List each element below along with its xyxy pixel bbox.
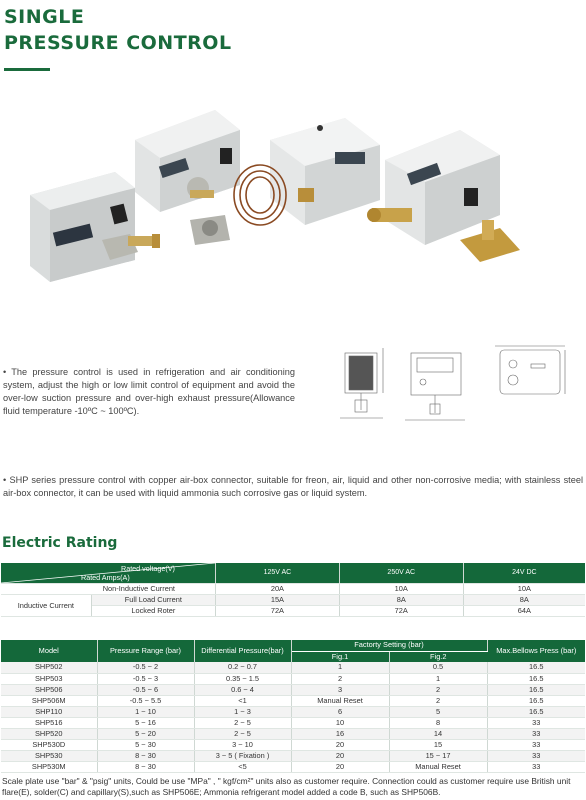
electric-rating-header-row — [1, 563, 585, 584]
header-pressure-range: Pressure Range (bar) — [97, 640, 194, 662]
product-photo — [20, 100, 560, 300]
table-cell: 15A — [216, 595, 340, 606]
table-cell: 8 ~ 30 — [97, 750, 194, 761]
pressure-control-unit-3 — [234, 118, 380, 225]
table-cell: -0.5 ~ 5.5 — [97, 695, 194, 706]
table-cell: 33 — [487, 717, 585, 728]
table-cell: 2 — [291, 673, 389, 684]
table-cell: <1 — [194, 695, 291, 706]
table-cell: 20 — [291, 761, 389, 772]
table-cell: 0.2 ~ 0.7 — [194, 662, 291, 673]
table-cell: 1 ~ 10 — [97, 706, 194, 717]
models-table — [1, 640, 585, 773]
col-header-125v: 125V AC — [216, 563, 340, 584]
header-differential: Differential Pressure(bar) — [194, 640, 291, 662]
table-cell: 10 — [291, 717, 389, 728]
table-cell: 8A — [463, 595, 585, 606]
table-cell: SHP516 — [1, 717, 97, 728]
table-cell: SHP506 — [1, 684, 97, 695]
table-cell: 6 — [291, 706, 389, 717]
table-row — [1, 662, 585, 673]
table-cell: <5 — [194, 761, 291, 772]
rated-amps-label: Rated Amps(A) — [81, 573, 130, 582]
footnote: Scale plate use "bar" & "psig" units, Could be use "MPa" , " kgf/cm²" units also as customer require. Connection could as customer require use British unit flare(E), solder(C) and capillary(S),such as SHP506E; Ammonia refrigerant model added a code B, such as SHP506B. — [2, 776, 571, 797]
col-header-250v: 250V AC — [339, 563, 463, 584]
pressure-control-unit-2 — [135, 110, 240, 245]
rated-header-diagonal — [1, 563, 215, 583]
row-label: Locked Roter — [91, 606, 215, 617]
table-cell: 1 — [389, 673, 487, 684]
table-cell: 14 — [389, 728, 487, 739]
table-cell: 16.5 — [487, 695, 585, 706]
header-model: Model — [1, 640, 97, 662]
header-factory-setting: Factorty Setting (bar) — [291, 640, 487, 651]
table-cell: 15 ~ 17 — [389, 750, 487, 761]
table-cell: SHP530M — [1, 761, 97, 772]
table-row — [1, 761, 585, 772]
page-title — [4, 4, 232, 56]
table-cell: SHP502 — [1, 662, 97, 673]
table-cell: 2 — [389, 684, 487, 695]
table-cell: 1 ~ 3 — [194, 706, 291, 717]
title-line-1: SINGLE — [4, 6, 85, 28]
table-cell: 72A — [339, 606, 463, 617]
table-row — [1, 684, 585, 695]
dimension-drawings — [335, 338, 583, 438]
table-cell: SHP520 — [1, 728, 97, 739]
table-cell: 10A — [463, 584, 585, 595]
table-cell: 20 — [291, 739, 389, 750]
table-row — [1, 595, 585, 606]
table-cell: SHP503 — [1, 673, 97, 684]
header-fig2: Fig.2 — [389, 651, 487, 662]
models-table-body — [1, 662, 585, 772]
rated-header-cell — [1, 563, 216, 584]
table-cell: -0.5 ~ 6 — [97, 684, 194, 695]
table-row — [1, 728, 585, 739]
table-cell: 0.5 — [389, 662, 487, 673]
table-cell: 5 — [389, 706, 487, 717]
table-row — [1, 750, 585, 761]
table-cell: 5 ~ 20 — [97, 728, 194, 739]
table-cell: 20 — [291, 750, 389, 761]
table-cell: 8 ~ 30 — [97, 761, 194, 772]
electric-rating-table — [1, 563, 585, 617]
table-row — [1, 695, 585, 706]
table-cell: 16.5 — [487, 706, 585, 717]
table-row — [1, 584, 585, 595]
table-cell: 20A — [216, 584, 340, 595]
table-cell: 1 — [291, 662, 389, 673]
row-label: Non-Inductive Current — [1, 584, 216, 595]
table-row — [1, 717, 585, 728]
header-max-bellows: Max.Bellows Press (bar) — [487, 640, 585, 662]
table-cell: SHP506M — [1, 695, 97, 706]
table-cell: 33 — [487, 739, 585, 750]
table-cell: 10A — [339, 584, 463, 595]
table-cell: 33 — [487, 728, 585, 739]
pressure-control-unit-4 — [367, 130, 520, 262]
title-line-2: PRESSURE CONTROL — [4, 32, 232, 54]
table-cell: SHP530D — [1, 739, 97, 750]
table-cell: 8A — [339, 595, 463, 606]
table-cell: 3 — [291, 684, 389, 695]
table-cell: 2 ~ 5 — [194, 728, 291, 739]
table-row — [1, 673, 585, 684]
table-cell: 2 — [389, 695, 487, 706]
description-bullet-1: • The pressure control is used in refrigeration and air conditioning system, adjust the high or low limit control of equipment and avoid the over-low suction pressure and over-high exhaust pressure(Allowance fluid temperature -10ºC ~ 100ºC). — [3, 367, 295, 416]
table-cell: -0.5 ~ 2 — [97, 662, 194, 673]
table-cell: 16.5 — [487, 673, 585, 684]
table-cell: 3 ~ 10 — [194, 739, 291, 750]
table-cell: 0.6 ~ 4 — [194, 684, 291, 695]
table-cell: -0.5 ~ 3 — [97, 673, 194, 684]
table-cell: SHP530 — [1, 750, 97, 761]
table-cell: 72A — [216, 606, 340, 617]
table-cell: 16.5 — [487, 662, 585, 673]
table-cell: Manual Reset — [389, 761, 487, 772]
table-cell: 33 — [487, 761, 585, 772]
inductive-current-label: Inductive Current — [1, 595, 91, 617]
table-cell: Manual Reset — [291, 695, 389, 706]
table-cell: 15 — [389, 739, 487, 750]
header-fig1: Fig.1 — [291, 651, 389, 662]
table-cell: 5 ~ 30 — [97, 739, 194, 750]
table-cell: 0.35 ~ 1.5 — [194, 673, 291, 684]
table-row — [1, 739, 585, 750]
description-bullet-2: • SHP series pressure control with copper air-box connector, suitable for freon, air, liquid and other non-corrosive media; with stainless steel air-box connector, it can be used with liquid ammonia such corrosive gas or liquid system. — [3, 475, 583, 498]
electric-rating-title: Electric Rating — [2, 535, 118, 551]
table-cell: 3 ~ 5 ( Fixation ) — [194, 750, 291, 761]
table-cell: SHP110 — [1, 706, 97, 717]
table-cell: 33 — [487, 750, 585, 761]
rated-voltage-label: Rated voltage(V) — [121, 564, 175, 573]
table-cell: 5 ~ 16 — [97, 717, 194, 728]
table-cell: 16.5 — [487, 684, 585, 695]
title-underline — [4, 68, 50, 71]
table-cell: 8 — [389, 717, 487, 728]
col-header-24v: 24V DC — [463, 563, 585, 584]
table-row — [1, 706, 585, 717]
row-label: Full Load Current — [91, 595, 215, 606]
table-cell: 64A — [463, 606, 585, 617]
table-cell: 16 — [291, 728, 389, 739]
table-cell: 2 ~ 5 — [194, 717, 291, 728]
